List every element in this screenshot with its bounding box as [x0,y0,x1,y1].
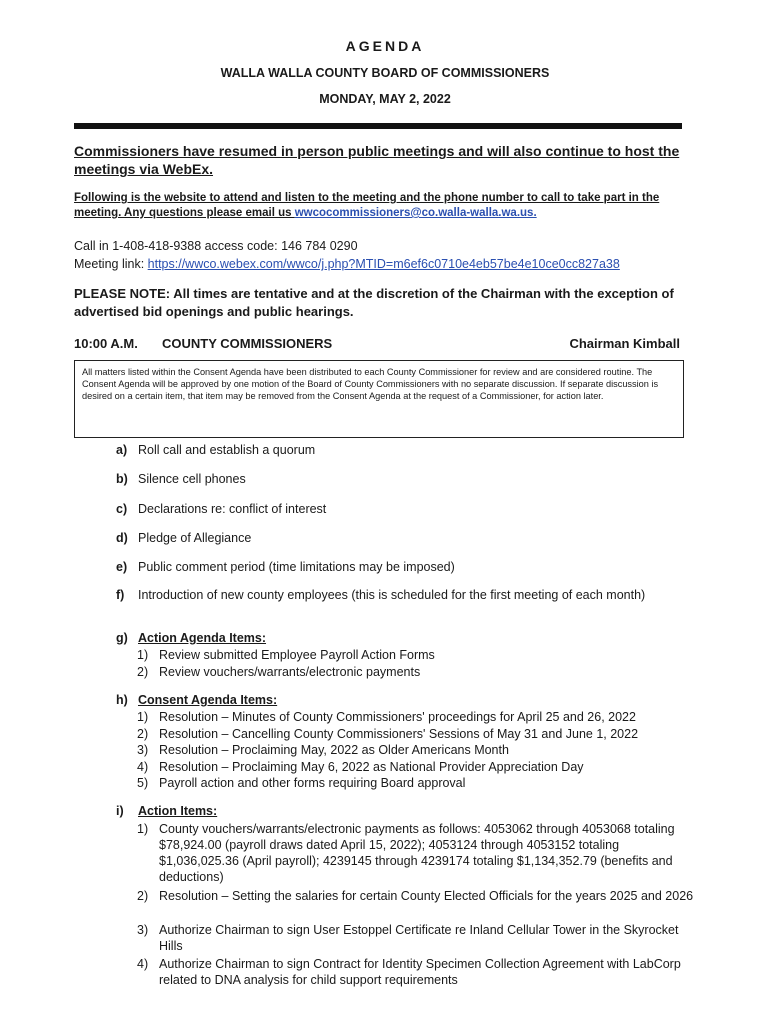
meeting-date: MONDAY, MAY 2, 2022 [319,92,451,106]
meeting-link[interactable]: https://wwco.webex.com/wwco/j.php?MTID=m6ef6c0710e4eb57be4e10ce0cc827a38 [147,257,620,271]
item-label: e) [116,560,128,574]
call-in-number: Call in 1-408-418-9388 access code: 146 784 0290 [74,239,358,253]
header-divider [74,123,682,129]
sub-item-number: 4) [137,957,149,971]
sub-item-text: Payroll action and other forms requiring Board approval [159,776,466,790]
meeting-link-line [74,255,684,273]
sub-item-number: 1) [137,822,149,836]
website-notice-text: Following is the website to attend and listen to the meeting and the phone number to call to take part in the meeting. Any questions please email us [74,192,660,219]
email-link[interactable]: wwcocommissioners@co.walla-walla.wa.us. [294,207,537,219]
item-text: Silence cell phones [138,472,246,486]
sub-item-text: Authorize Chairman to sign User Estoppel Certificate re Inland Cellular Tower in the Skyrocket Hills [159,923,679,953]
item-title: Action Items: [138,804,218,818]
call-info [74,237,684,273]
sub-item-number: 2) [137,889,149,903]
item-text: Pledge of Allegiance [138,531,252,545]
item-label: i) [116,804,124,818]
sub-item-text: Review vouchers/warrants/electronic payments [159,665,421,679]
sub-item-text: Resolution – Setting the salaries for certain County Elected Officials for the years 2025 and 2026 [159,889,694,903]
sub-item-number: 5) [137,776,149,790]
item-title: Action Agenda Items: [138,631,267,645]
sub-item-text: Resolution – Cancelling County Commissioners' Sessions of May 31 and June 1, 2022 [159,727,639,741]
sub-item-number: 1) [137,648,149,662]
item-title: Consent Agenda Items: [138,693,278,707]
item-label: g) [116,631,128,645]
resumed-notice: Commissioners have resumed in person public meetings and will also continue to host the meetings via WebEx. [74,143,680,177]
session-chair: Chairman Kimball [569,336,680,351]
agenda-title: AGENDA [345,38,425,54]
consent-agenda-box: All matters listed within the Consent Agenda have been distributed to each County Commissioner for review and are considered routine. The Consent Agenda will be approved by one motion of the Board of County Commissioners with no separate discussion. If separate discussion is desired on a certain item, that item may be removed from the Consent Agenda at the request of a Commissioner, for action later. [74,360,684,438]
item-label: h) [116,693,128,707]
meeting-link-label: Meeting link: [74,257,148,271]
item-label: c) [116,502,128,516]
item-text: Roll call and establish a quorum [138,443,316,457]
sub-item-number: 4) [137,760,149,774]
item-text: Public comment period (time limitations may be imposed) [138,560,455,574]
item-label: b) [116,472,128,486]
item-label: d) [116,531,128,545]
sub-item-number: 1) [137,710,149,724]
sub-item-text: Review submitted Employee Payroll Action Forms [159,648,435,662]
sub-item-text: Authorize Chairman to sign Contract for Identity Specimen Collection Agreement with LabCorp related to DNA analysis for child support requirements [159,957,681,987]
item-label: f) [116,588,125,602]
sub-item-text: Resolution – Proclaiming May 6, 2022 as National Provider Appreciation Day [159,760,584,774]
item-text: Introduction of new county employees (this is scheduled for the first meeting of each month) [138,588,646,602]
sub-item-text: Resolution – Proclaiming May, 2022 as Older Americans Month [159,743,509,757]
sub-item-number: 3) [137,923,149,937]
sub-item-text: Resolution – Minutes of County Commissioners' proceedings for April 25 and 26, 2022 [159,710,636,724]
website-notice [74,191,684,221]
item-label: a) [116,443,128,457]
item-text: Declarations re: conflict of interest [138,502,327,516]
sub-item-number: 2) [137,727,149,741]
session-header [74,336,684,354]
board-name: WALLA WALLA COUNTY BOARD OF COMMISSIONERS [220,66,550,80]
session-name: COUNTY COMMISSIONERS [162,336,333,351]
session-time: 10:00 A.M. [74,336,138,351]
sub-item-number: 2) [137,665,149,679]
sub-item-text: County vouchers/warrants/electronic payments as follows: 4053062 through 4053068 totaling $78,924.00 (payroll draws dated April 15, 2022); 4053124 through 4053152 totaling $1,036,025.36 (April payroll); 4239145 through 4239174 totaling $1,134,352.79 (benefits and deductions) [159,822,675,884]
sub-item-number: 3) [137,743,149,757]
please-note: PLEASE NOTE: All times are tentative and at the discretion of the Chairman with the exception of advertised bid openings and public hearings. [74,286,674,319]
